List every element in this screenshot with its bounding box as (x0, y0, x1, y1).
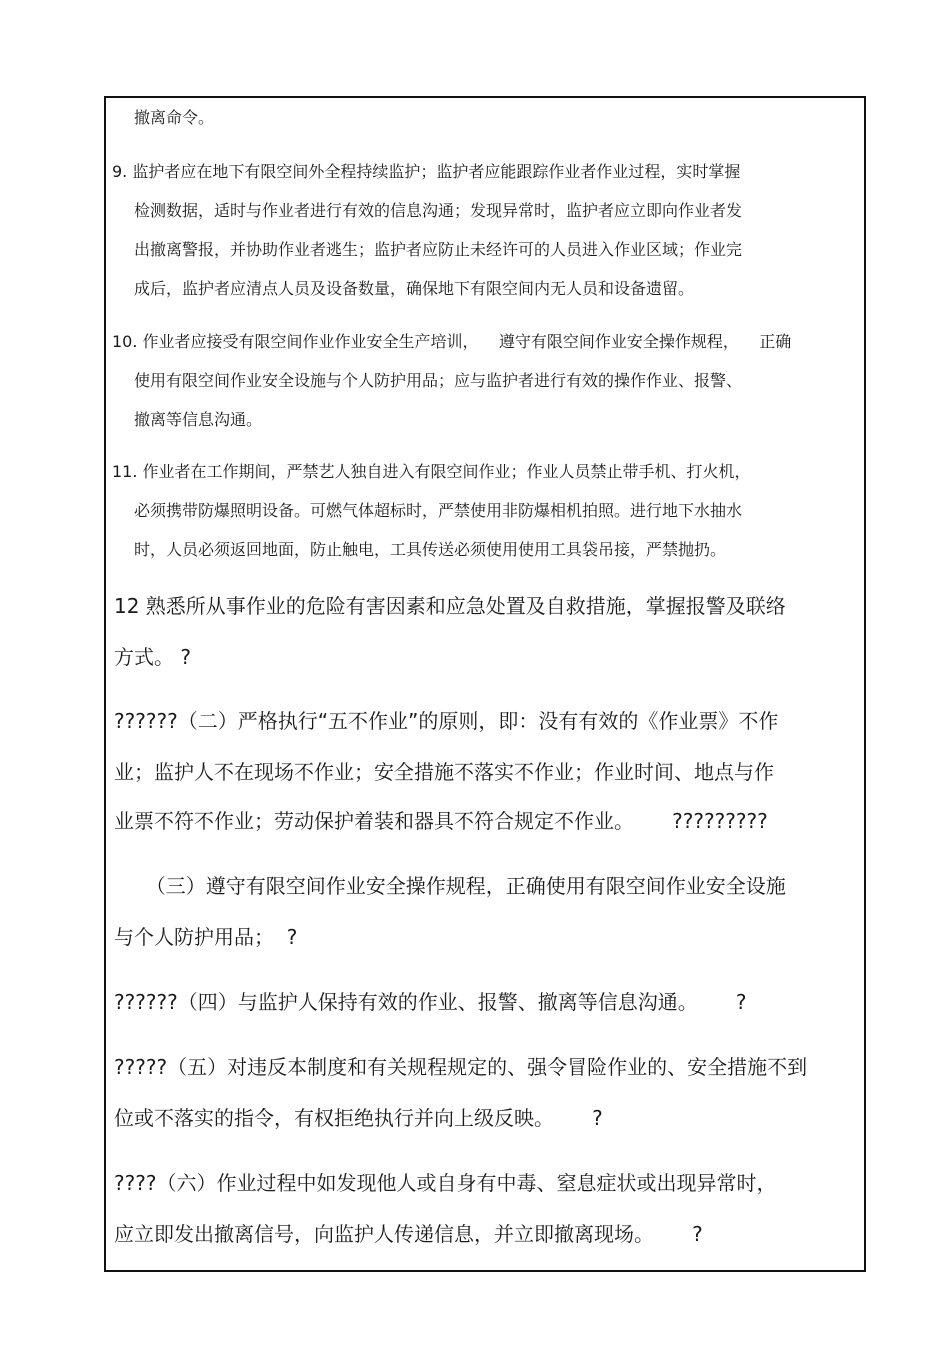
text-line: 时，人员必须返回地面，防止触电，工具传送必须使用使用工具袋吊接，严禁抛扔。 (134, 540, 727, 559)
text-line: 检测数据，适时与作业者进行有效的信息沟通；发现异常时，监护者应立即向作业者发 (134, 201, 743, 220)
text-line: ??????（四）与监护人保持有效的作业、报警、撤离等信息沟通。 ? (114, 990, 747, 1014)
text-line: ??????（二）严格执行“五不作业”的原则，即：没有有效的《作业票》不作 (114, 709, 779, 733)
text-line: 必须携带防爆照明设备。可燃气体超标时，严禁使用非防爆相机拍照。进行地下水抽水 (134, 501, 743, 520)
text-line: （三）遵守有限空间作业安全操作规程，正确使用有限空间作业安全设施 (114, 874, 786, 898)
text-line: 使用有限空间作业安全设施与个人防护用品；应与监护者进行有效的操作作业、报警、 (134, 371, 743, 390)
document-frame (104, 96, 866, 1272)
text-line: 撤离命令。 (134, 108, 215, 127)
text-line: ????（六）作业过程中如发现他人或自身有中毒、窒息症状或出现异常时， (114, 1171, 777, 1195)
text-line: 位或不落实的指令，有权拒绝执行并向上级反映。 ? (114, 1106, 603, 1130)
text-line: 与个人防护用品； ? (114, 925, 298, 949)
text-line: 12 熟悉所从事作业的危险有害因素和应急处置及自救措施，掌握报警及联络 (114, 594, 786, 618)
text-line: 应立即发出撤离信号，向监护人传递信息，并立即撤离现场。 ? (114, 1222, 703, 1246)
text-line: 业；监护人不在现场不作业；安全措施不落实不作业；作业时间、地点与作 (114, 760, 774, 784)
text-line: 方式。 ? (114, 645, 191, 669)
text-line: 10. 作业者应接受有限空间作业作业安全生产培训， 遵守有限空间作业安全操作规程， 正确 (112, 332, 792, 351)
text-line: 9. 监护者应在地下有限空间外全程持续监护；监护者应能跟踪作业者作业过程，实时掌握 (112, 162, 741, 181)
text-line: 成后，监护者应清点人员及设备数量，确保地下有限空间内无人员和设备遗留。 (134, 279, 695, 298)
text-line: 11. 作业者在工作期间，严禁艺人独自进入有限空间作业；作业人员禁止带手机、打火机， (112, 462, 751, 481)
text-line: 业票不符不作业；劳动保护着装和器具不符合规定不作业。 ????????? (114, 809, 768, 833)
text-line: 出撤离警报，并协助作业者逃生；监护者应防止未经许可的人员进入作业区域；作业完 (134, 240, 743, 259)
text-line: 撤离等信息沟通。 (134, 410, 263, 429)
text-line: ?????（五）对违反本制度和有关规程规定的、强令冒险作业的、安全措施不到 (114, 1055, 808, 1079)
